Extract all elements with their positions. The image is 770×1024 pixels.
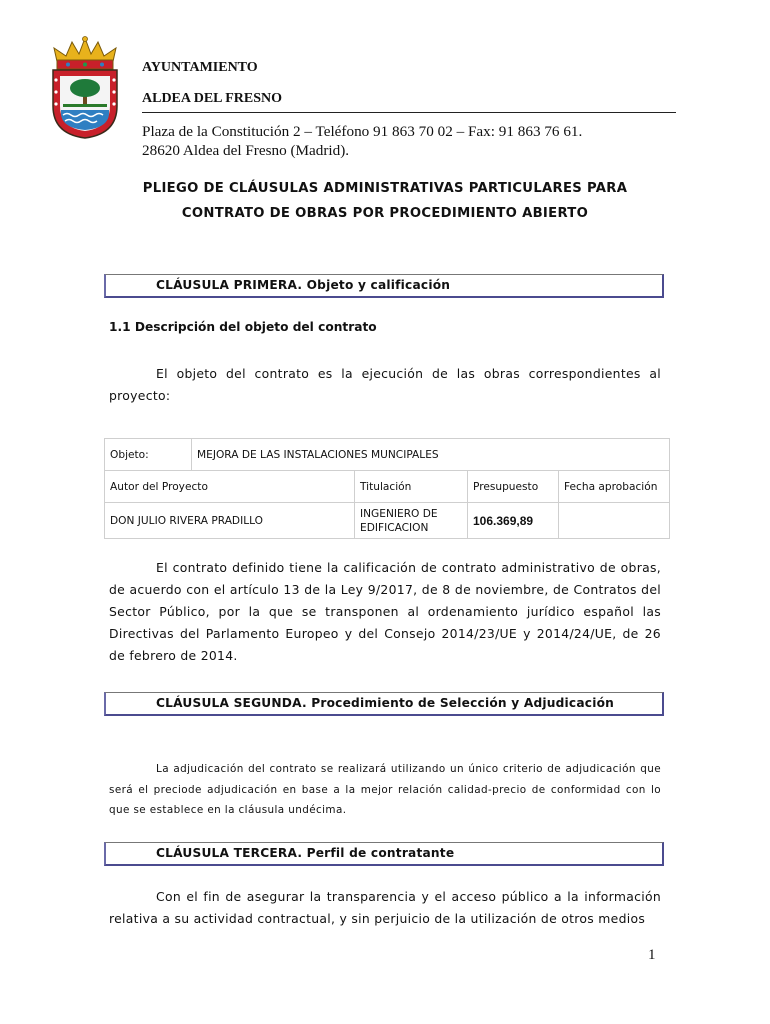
address-line2: 28620 Aldea del Fresno (Madrid). <box>142 142 350 159</box>
clause-tercera-heading: CLÁUSULA TERCERA. Perfil de contratante <box>156 846 455 860</box>
header-divider <box>142 112 676 113</box>
document-title-line2: CONTRATO DE OBRAS POR PROCEDIMIENTO ABIERTO <box>181 206 589 221</box>
org-name-line1: AYUNTAMIENTO <box>142 60 258 75</box>
clause-segunda-body: La adjudicación del contrato se realizará utilizando un único criterio de adjudicación que será el preciode adjudicación en base a la mejor relación calidad-precio de conformidad con lo que se establece en la cláusula undécima. <box>109 763 661 816</box>
clause-segunda-heading: CLÁUSULA SEGUNDA. Procedimiento de Selección y Adjudicación <box>156 696 615 710</box>
subsection-heading-1-1: 1.1 Descripción del objeto del contrato <box>109 320 377 334</box>
page-number: 1 <box>648 947 656 963</box>
objeto-label: Objeto: <box>105 439 192 471</box>
clause-tercera-body: Con el fin de asegurar la transparencia y el acceso público a la información relativa a su actividad contractual, y sin perjuicio de la utilización de otros medios <box>109 889 661 926</box>
project-info-table <box>104 438 670 539</box>
coat-of-arms-logo <box>48 36 122 140</box>
header-autor: Autor del Proyecto <box>105 471 355 503</box>
org-name-line2: ALDEA DEL FRESNO <box>142 91 283 106</box>
clause-primera-heading-box <box>104 274 664 298</box>
cell-autor: DON JULIO RIVERA PRADILLO <box>105 503 355 539</box>
clause-primera-intro: El objeto del contrato es la ejecución de las obras correspondientes al proyecto: <box>109 366 661 403</box>
header-fecha: Fecha aprobación <box>559 471 670 503</box>
address-block <box>142 122 582 160</box>
header-presupuesto: Presupuesto <box>468 471 559 503</box>
header-titulacion: Titulación <box>355 471 468 503</box>
clause-segunda-heading-box <box>104 692 664 716</box>
clause-primera-body: El contrato definido tiene la calificación de contrato administrativo de obras, de acuerdo con el artículo 13 de la Ley 9/2017, de 8 de noviembre, de Contratos del Sector Público, por la que se transponen al ordenamiento jurídico español las Directivas del Parlamento Europeo y del Consejo 2014/23/UE y 2014/24/UE, de 26 de febrero de 2014. <box>109 560 661 663</box>
address-line1: Plaza de la Constitución 2 – Teléfono 91 863 70 02 – Fax: 91 863 76 61. <box>142 123 583 140</box>
clause-tercera-heading-box <box>104 842 664 866</box>
cell-fecha <box>559 503 670 539</box>
clause-primera-heading: CLÁUSULA PRIMERA. Objeto y calificación <box>156 278 451 292</box>
cell-presupuesto: 106.369,89 <box>468 503 559 539</box>
document-title-line1: PLIEGO DE CLÁUSULAS ADMINISTRATIVAS PARTICULARES PARA <box>142 181 628 196</box>
objeto-value: MEJORA DE LAS INSTALACIONES MUNCIPALES <box>192 439 670 471</box>
cell-titulacion: INGENIERO DE EDIFICACION <box>355 503 468 539</box>
